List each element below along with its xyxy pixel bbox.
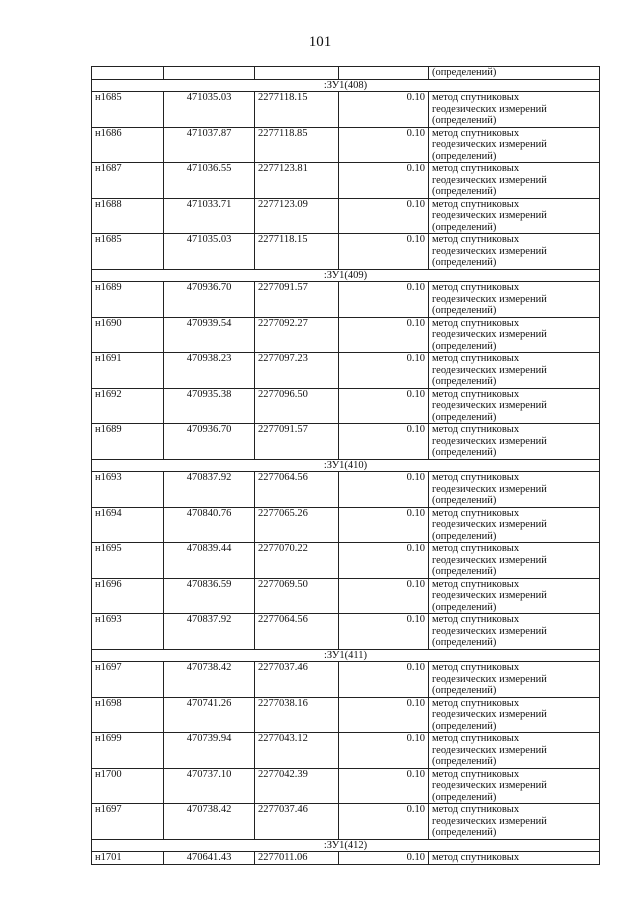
- cell-error: 0.10: [339, 852, 429, 865]
- cell-x: 470936.70: [164, 424, 255, 460]
- group-label: :ЗУ1(409): [92, 269, 600, 282]
- method-line: геодезических измерений: [432, 554, 547, 566]
- cell-y: 2277118.15: [255, 92, 339, 128]
- method-line: геодезических измерений: [432, 673, 547, 685]
- group-header-row: [92, 79, 600, 92]
- method-line: геодезических измерений: [432, 293, 547, 305]
- group-label: :ЗУ1(408): [92, 79, 600, 92]
- cell-method: [429, 163, 600, 199]
- table-row: [92, 388, 600, 424]
- cell-x: 470839.44: [164, 543, 255, 579]
- cell-x: 470738.42: [164, 662, 255, 698]
- cell-x: 470737.10: [164, 768, 255, 804]
- cell-error: 0.10: [339, 92, 429, 128]
- method-line: метод спутниковых: [432, 282, 520, 293]
- method-line: (определений): [432, 685, 497, 696]
- cell-error: 0.10: [339, 768, 429, 804]
- cell-method: [429, 578, 600, 614]
- cell-point: н1687: [92, 163, 164, 199]
- cell-y: 2277091.57: [255, 282, 339, 318]
- cell-error: 0.10: [339, 353, 429, 389]
- cell-error: 0.10: [339, 163, 429, 199]
- method-line: (определений): [432, 566, 497, 577]
- cell-method: [429, 353, 600, 389]
- method-line: (определений): [432, 257, 497, 268]
- method-line: (определений): [432, 720, 497, 732]
- method-line: геодезических измерений: [432, 435, 547, 447]
- method-line: метод спутниковых: [432, 662, 520, 673]
- method-line: геодезических измерений: [432, 174, 547, 186]
- cell-point: н1685: [92, 92, 164, 128]
- group-header-row: [92, 649, 600, 662]
- cell-method: (определений): [429, 67, 600, 80]
- cell-y: 2277118.15: [255, 234, 339, 270]
- method-line: (определений): [432, 411, 497, 423]
- cell-y: 2277064.56: [255, 472, 339, 508]
- table-row: [92, 697, 600, 733]
- cell-method: [429, 697, 600, 733]
- cell-x: 470739.94: [164, 733, 255, 769]
- table-row: [92, 353, 600, 389]
- table-row: [92, 234, 600, 270]
- table-row-continued: [92, 67, 600, 80]
- cell-method: [429, 662, 600, 698]
- cell-y: [255, 67, 339, 80]
- cell-method: [429, 234, 600, 270]
- cell-method: [429, 424, 600, 460]
- cell-y: 2277042.39: [255, 768, 339, 804]
- cell-x: 470840.76: [164, 507, 255, 543]
- cell-point: н1695: [92, 543, 164, 579]
- cell-error: 0.10: [339, 282, 429, 318]
- cell-method: [429, 614, 600, 650]
- method-line: метод спутниковых: [432, 424, 520, 435]
- table-row: [92, 317, 600, 353]
- cell-method: [429, 388, 600, 424]
- method-line: геодезических измерений: [432, 519, 547, 530]
- method-line: метод спутниковых: [432, 163, 520, 174]
- method-line: (определений): [432, 186, 497, 197]
- cell-y: 2277065.26: [255, 507, 339, 543]
- cell-error: 0.10: [339, 472, 429, 508]
- cell-point: н1693: [92, 472, 164, 508]
- cell-error: 0.10: [339, 127, 429, 163]
- group-header-row: [92, 839, 600, 852]
- cell-x: 470837.92: [164, 472, 255, 508]
- cell-error: 0.10: [339, 578, 429, 614]
- cell-point: н1698: [92, 697, 164, 733]
- cell-point: н1691: [92, 353, 164, 389]
- group-header-row: [92, 269, 600, 282]
- cell-y: 2277092.27: [255, 317, 339, 353]
- method-line: геодезических измерений: [432, 245, 547, 257]
- method-line: метод спутниковых: [432, 198, 520, 210]
- cell-x: 470939.54: [164, 317, 255, 353]
- cell-point: н1694: [92, 507, 164, 543]
- method-line: геодезических измерений: [432, 400, 547, 411]
- cell-method: [429, 507, 600, 543]
- cell-error: 0.10: [339, 662, 429, 698]
- cell-method: [429, 282, 600, 318]
- method-line: геодезических измерений: [432, 780, 547, 791]
- cell-method: [429, 198, 600, 234]
- cell-method: [429, 543, 600, 579]
- table-row: [92, 92, 600, 128]
- method-line: метод спутниковых: [432, 697, 520, 709]
- group-header-row: [92, 459, 600, 472]
- method-line: (определений): [432, 756, 497, 767]
- group-label: :ЗУ1(412): [92, 839, 600, 852]
- cell-y: 2277011.06: [255, 852, 339, 865]
- cell-method: [429, 768, 600, 804]
- cell-x: 470935.38: [164, 388, 255, 424]
- method-line: метод спутниковых: [432, 543, 520, 554]
- table-row: [92, 127, 600, 163]
- cell-error: 0.10: [339, 804, 429, 840]
- cell-y: 2277123.81: [255, 163, 339, 199]
- table-row: [92, 282, 600, 318]
- cell-method: [429, 127, 600, 163]
- cell-x: 470837.92: [164, 614, 255, 650]
- cell-point: н1689: [92, 424, 164, 460]
- table-row: [92, 163, 600, 199]
- cell-point: н1688: [92, 198, 164, 234]
- method-line: (определений): [432, 305, 497, 316]
- cell-y: 2277097.23: [255, 353, 339, 389]
- cell-x: 471036.55: [164, 163, 255, 199]
- cell-y: 2277069.50: [255, 578, 339, 614]
- cell-x: 471035.03: [164, 92, 255, 128]
- table-row: [92, 804, 600, 840]
- table-row: [92, 852, 600, 865]
- table-row: [92, 578, 600, 614]
- method-line: метод спутниковых: [432, 317, 520, 329]
- method-line: метод спутниковых: [432, 507, 520, 519]
- method-line: метод спутниковых: [432, 804, 520, 815]
- cell-error: 0.10: [339, 543, 429, 579]
- cell-error: 0.10: [339, 733, 429, 769]
- cell-x: 471033.71: [164, 198, 255, 234]
- cell-point: н1697: [92, 662, 164, 698]
- cell-x: 470738.42: [164, 804, 255, 840]
- method-line: (определений): [432, 601, 497, 613]
- method-line: (определений): [432, 150, 497, 162]
- cell-method: [429, 804, 600, 840]
- cell-method: [429, 733, 600, 769]
- table-row: [92, 614, 600, 650]
- method-line: геодезических измерений: [432, 210, 547, 221]
- method-line: метод спутниковых: [432, 234, 520, 245]
- cell-y: 2277118.85: [255, 127, 339, 163]
- page-number: 101: [308, 34, 332, 50]
- method-line: (определений): [432, 447, 497, 458]
- cell-point: н1697: [92, 804, 164, 840]
- coordinates-table: [91, 66, 600, 865]
- method-line: метод спутниковых: [432, 127, 520, 139]
- method-line: (определений): [432, 530, 497, 542]
- cell-error: 0.10: [339, 198, 429, 234]
- cell-error: 0.10: [339, 388, 429, 424]
- method-line: (определений): [432, 221, 497, 233]
- method-line: геодезических измерений: [432, 139, 547, 150]
- group-label: :ЗУ1(411): [92, 649, 600, 662]
- group-label: :ЗУ1(410): [92, 459, 600, 472]
- method-line: геодезических измерений: [432, 590, 547, 601]
- cell-x: 470936.70: [164, 282, 255, 318]
- method-line: (определений): [432, 791, 497, 803]
- table-row: [92, 543, 600, 579]
- cell-x: [164, 67, 255, 80]
- cell-point: н1696: [92, 578, 164, 614]
- method-line: метод спутниковых: [432, 768, 520, 780]
- table-row: [92, 424, 600, 460]
- cell-y: 2277096.50: [255, 388, 339, 424]
- cell-y: 2277037.46: [255, 662, 339, 698]
- table-row: [92, 733, 600, 769]
- cell-error: [339, 67, 429, 80]
- cell-error: 0.10: [339, 614, 429, 650]
- cell-error: 0.10: [339, 317, 429, 353]
- table-row: [92, 198, 600, 234]
- method-line: (определений): [432, 340, 497, 352]
- method-line: геодезических измерений: [432, 483, 547, 495]
- cell-point: н1699: [92, 733, 164, 769]
- cell-y: 2277123.09: [255, 198, 339, 234]
- method-line: (определений): [432, 115, 497, 126]
- cell-error: 0.10: [339, 424, 429, 460]
- cell-y: 2277070.22: [255, 543, 339, 579]
- cell-point: н1685: [92, 234, 164, 270]
- coordinates-table-body: [92, 67, 600, 865]
- cell-y: 2277037.46: [255, 804, 339, 840]
- method-line: (определений): [432, 827, 497, 838]
- table-row: [92, 507, 600, 543]
- cell-point: н1701: [92, 852, 164, 865]
- method-line: метод спутниковых: [432, 353, 520, 364]
- cell-point: н1693: [92, 614, 164, 650]
- method-line: метод спутниковых: [432, 733, 520, 744]
- cell-method: метод спутниковых: [429, 852, 600, 865]
- method-line: геодезических измерений: [432, 329, 547, 340]
- cell-method: [429, 472, 600, 508]
- method-line: (определений): [432, 495, 497, 506]
- method-line: геодезических измерений: [432, 364, 547, 376]
- method-line: метод спутниковых: [432, 92, 520, 103]
- cell-y: 2277091.57: [255, 424, 339, 460]
- cell-error: 0.10: [339, 507, 429, 543]
- cell-point: н1689: [92, 282, 164, 318]
- cell-point: н1692: [92, 388, 164, 424]
- cell-point: н1686: [92, 127, 164, 163]
- cell-x: 470938.23: [164, 353, 255, 389]
- cell-method: [429, 92, 600, 128]
- cell-point: [92, 67, 164, 80]
- cell-point: н1700: [92, 768, 164, 804]
- method-line: метод спутниковых: [432, 388, 520, 400]
- method-line: геодезических измерений: [432, 744, 547, 756]
- method-line: геодезических измерений: [432, 625, 547, 637]
- cell-y: 2277043.12: [255, 733, 339, 769]
- cell-error: 0.10: [339, 697, 429, 733]
- cell-x: 470641.43: [164, 852, 255, 865]
- method-line: (определений): [432, 376, 497, 387]
- cell-x: 470836.59: [164, 578, 255, 614]
- method-line: метод спутниковых: [432, 614, 520, 625]
- method-line: метод спутниковых: [432, 578, 520, 590]
- method-line: (определений): [432, 637, 497, 648]
- cell-point: н1690: [92, 317, 164, 353]
- cell-x: 471037.87: [164, 127, 255, 163]
- table-row: [92, 662, 600, 698]
- table-row: [92, 768, 600, 804]
- method-line: метод спутниковых: [432, 472, 520, 483]
- method-line: геодезических измерений: [432, 815, 547, 827]
- table-row: [92, 472, 600, 508]
- cell-y: 2277064.56: [255, 614, 339, 650]
- cell-y: 2277038.16: [255, 697, 339, 733]
- cell-error: 0.10: [339, 234, 429, 270]
- method-line: геодезических измерений: [432, 709, 547, 720]
- cell-x: 471035.03: [164, 234, 255, 270]
- cell-method: [429, 317, 600, 353]
- method-line: геодезических измерений: [432, 103, 547, 115]
- cell-x: 470741.26: [164, 697, 255, 733]
